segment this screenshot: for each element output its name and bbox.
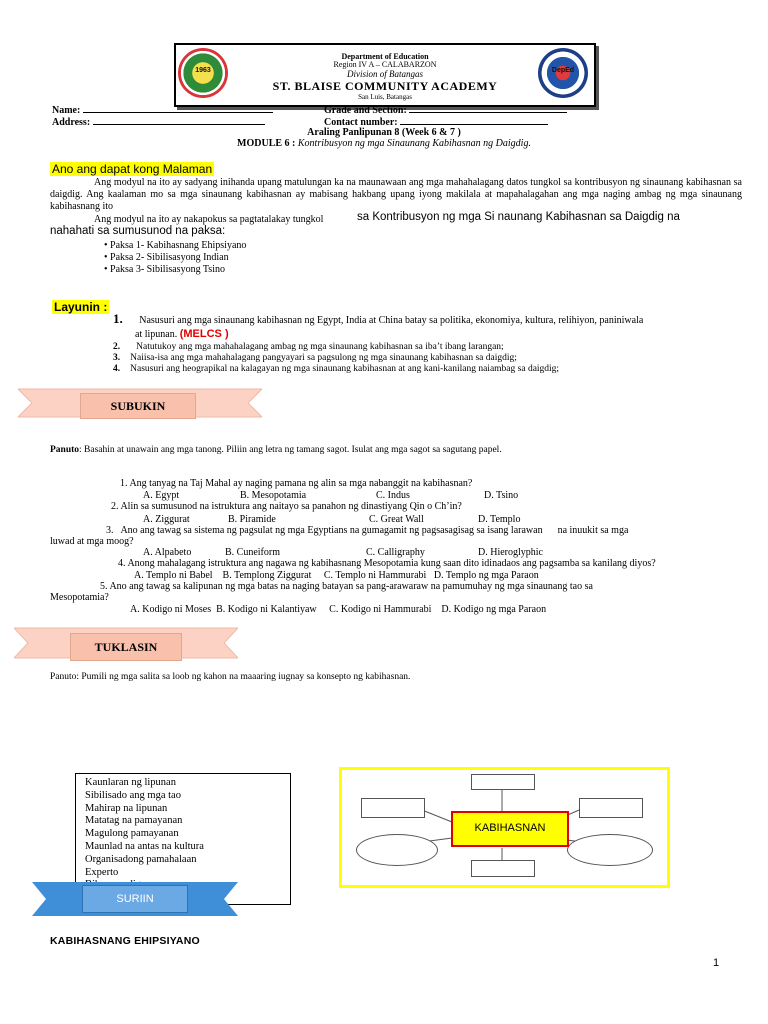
suriin-banner bbox=[32, 880, 238, 922]
address-field[interactable] bbox=[93, 115, 265, 125]
q2-choice-b: B. Piramide bbox=[228, 514, 276, 525]
school-location: San Luis, Batangas bbox=[358, 93, 412, 101]
word-item: Experto bbox=[85, 866, 119, 878]
focus-paragraph-end: nahahati sa sumusunod na paksa: bbox=[50, 225, 226, 237]
header-department: Department of Education bbox=[341, 52, 429, 61]
topic-item: • Paksa 1- Kabihasnang Ehipsiyano bbox=[104, 240, 247, 251]
suriin-label: SURIIN bbox=[82, 885, 188, 913]
question-5-cont: Mesopotamia? bbox=[50, 592, 109, 603]
grade-field[interactable] bbox=[409, 103, 567, 113]
objective-2: 2. Natutukoy ang mga mahahalagang ambag ng mga sinaunang kabihasnan sa iba’t ibang larangan; bbox=[113, 342, 504, 352]
question-4: 4. Anong mahalagang istruktura ang nagawa ng kabihasnang Mesopotamia kung saan dito idinadaos ang pagsamba sa kanilang diyos? bbox=[118, 558, 656, 569]
page-number: 1 bbox=[713, 957, 720, 969]
word-item: Matatag na pamayanan bbox=[85, 815, 183, 827]
module-title: MODULE 6 : Kontribusyon ng mga Sinaunang Kabihasnan ng Daigdig. bbox=[237, 138, 531, 149]
intro-paragraph: Ang modyul na ito ay sadyang inihanda upang matulungan ka na maunawaan ang mga mahahalagang datos tungkol sa kontribusyon ng sinaunang kabihasnan sa daigdig. Ang kaalaman mo sa mga sinaunang kabihasnan ay mabisang hakbang upang iyong makilala at mapahalagahan ang mga naging ambag ng mga sinaunang kabihasnang ito bbox=[50, 177, 742, 212]
q4-choices: A. Templo ni Babel B. Templong Ziggurat C. Templo ni Hammurabi D. Templo ng mga Paraon bbox=[134, 570, 539, 581]
q1-choice-d: D. Tsino bbox=[484, 490, 519, 501]
tuklasin-ribbon bbox=[14, 627, 238, 665]
objective-4: 4. Nasusuri ang heograpikal na kalagayan ng mga sinaunang kabihasnan at ang kani-kanilang naiambag sa daigdig; bbox=[113, 364, 560, 374]
blank-box-right[interactable] bbox=[579, 798, 643, 818]
word-item: Organisadong pamahalaan bbox=[85, 853, 197, 865]
address-label: Address: bbox=[52, 117, 91, 128]
kabihasnang-ehipsiyano-heading: KABIHASNANG EHIPSIYANO bbox=[50, 935, 200, 947]
question-1: 1. Ang tanyag na Taj Mahal ay naging pamana ng alin sa mga nabanggit na kabihasnan? bbox=[120, 478, 473, 489]
q3-choice-b: B. Cuneiform bbox=[225, 547, 280, 558]
objective-3: 3. Naiisa-isa ang mga mahahalagang pangyayari sa pagsulong ng mga sinaunang kabihasnan sa daigdig; bbox=[113, 353, 517, 363]
focus-paragraph-start: Ang modyul na ito ay nakapokus sa pagtatalakay tungkol bbox=[94, 214, 324, 225]
blank-box-top[interactable] bbox=[471, 774, 535, 790]
q3-choice-c: C. Calligraphy bbox=[366, 547, 425, 558]
name-field[interactable] bbox=[83, 103, 273, 113]
school-name: ST. BLAISE COMMUNITY ACADEMY bbox=[272, 79, 498, 93]
q3-choice-a: A. Alpabeto bbox=[143, 547, 192, 558]
blank-ellipse-left[interactable] bbox=[356, 834, 438, 866]
blank-ellipse-right[interactable] bbox=[567, 834, 653, 866]
deped-seal-icon: DepEd bbox=[538, 48, 588, 98]
topic-list bbox=[104, 240, 246, 276]
word-item: Kaunlaran ng lipunan bbox=[85, 777, 176, 788]
q5-choices: A. Kodigo ni Moses B. Kodigo ni Kalantiyaw C. Kodigo ni Hammurabi D. Kodigo ng mga Paraon bbox=[130, 604, 547, 615]
tuklasin-label: TUKLASIN bbox=[70, 633, 182, 661]
word-item: Sibilisado ang mga tao bbox=[85, 789, 181, 801]
word-item: Mahirap na lipunan bbox=[85, 802, 168, 814]
contact-field[interactable] bbox=[400, 115, 548, 125]
question-5: 5. Ano ang tawag sa kalipunan ng mga batas na naging batayan sa pang-arawaraw na pamumuhay ng mga sinaunang tao sa bbox=[100, 581, 593, 592]
concept-map bbox=[339, 767, 670, 888]
q3-choice-d: D. Hieroglyphic bbox=[478, 547, 543, 558]
subukin-instructions: Panuto: Basahin at unawain ang mga tanong. Piliin ang letra ng tamang sagot. Isulat ang mga sagot sa sagutang papel. bbox=[50, 445, 502, 455]
name-label: Name: bbox=[52, 105, 81, 116]
question-3: 3. Ano ang tawag sa sistema ng pagsulat ng mga Egyptians na gumagamit ng pagsasagisag sa isang larawan na inuukit sa mga bbox=[106, 525, 629, 536]
subject-title: Araling Panlipunan 8 (Week 6 & 7 ) bbox=[307, 127, 461, 138]
objective-1-cont: at lipunan. (MELCS ) bbox=[135, 328, 229, 340]
contact-label: Contact number: bbox=[324, 117, 398, 128]
question-3-cont: luwad at mga moog? bbox=[50, 536, 134, 547]
q2-choice-a: A. Ziggurat bbox=[143, 514, 190, 525]
tuklasin-instructions: Panuto: Pumili ng mga salita sa loob ng kahon na maaaring iugnay sa konsepto ng kabihasnan. bbox=[50, 672, 411, 682]
header-region: Region IV A – CALABARZON bbox=[333, 60, 437, 69]
section-heading-malaman: Ano ang dapat kong Malaman bbox=[52, 162, 213, 176]
q1-choice-c: C. Indus bbox=[376, 490, 410, 501]
topic-item: • Paksa 3- Sibilisasyong Tsino bbox=[104, 264, 225, 275]
objective-1: 1. Nasusuri ang mga sinaunang kabihasnan ng Egypt, India at China batay sa politika, ekonomiya, kultura, relihiyon, paniniwala bbox=[113, 311, 644, 326]
subukin-ribbon bbox=[18, 388, 262, 424]
question-2: 2. Alin sa sumusunod na istruktura ang naitayo sa panahon ng dinastiyang Qin o Ch’in? bbox=[111, 501, 462, 512]
q1-choice-a: A. Egypt bbox=[143, 490, 180, 501]
grade-label: Grade and Section: bbox=[324, 105, 407, 116]
school-seal-icon: 1963 bbox=[178, 48, 228, 98]
q2-choice-d: D. Templo bbox=[478, 514, 521, 525]
blank-box-left[interactable] bbox=[361, 798, 425, 818]
subukin-label: SUBUKIN bbox=[80, 393, 196, 419]
header-division: Division of Batangas bbox=[347, 69, 423, 79]
word-item: Magulong pamayanan bbox=[85, 828, 179, 840]
topic-item: • Paksa 2- Sibilisasyong Indian bbox=[104, 252, 229, 263]
word-item: Maunlad na antas na kultura bbox=[85, 840, 204, 852]
section-heading-layunin: Layunin : bbox=[54, 300, 108, 314]
kabihasnan-center-box: KABIHASNAN bbox=[451, 811, 569, 847]
focus-paragraph-highlight: sa Kontribusyon ng mga Si naunang Kabihasnan sa Daigdig na bbox=[357, 211, 680, 223]
q1-choice-b: B. Mesopotamia bbox=[240, 490, 307, 501]
blank-box-bottom[interactable] bbox=[471, 860, 535, 877]
melcs-tag: (MELCS ) bbox=[179, 328, 229, 340]
q2-choice-c: C. Great Wall bbox=[369, 514, 424, 525]
